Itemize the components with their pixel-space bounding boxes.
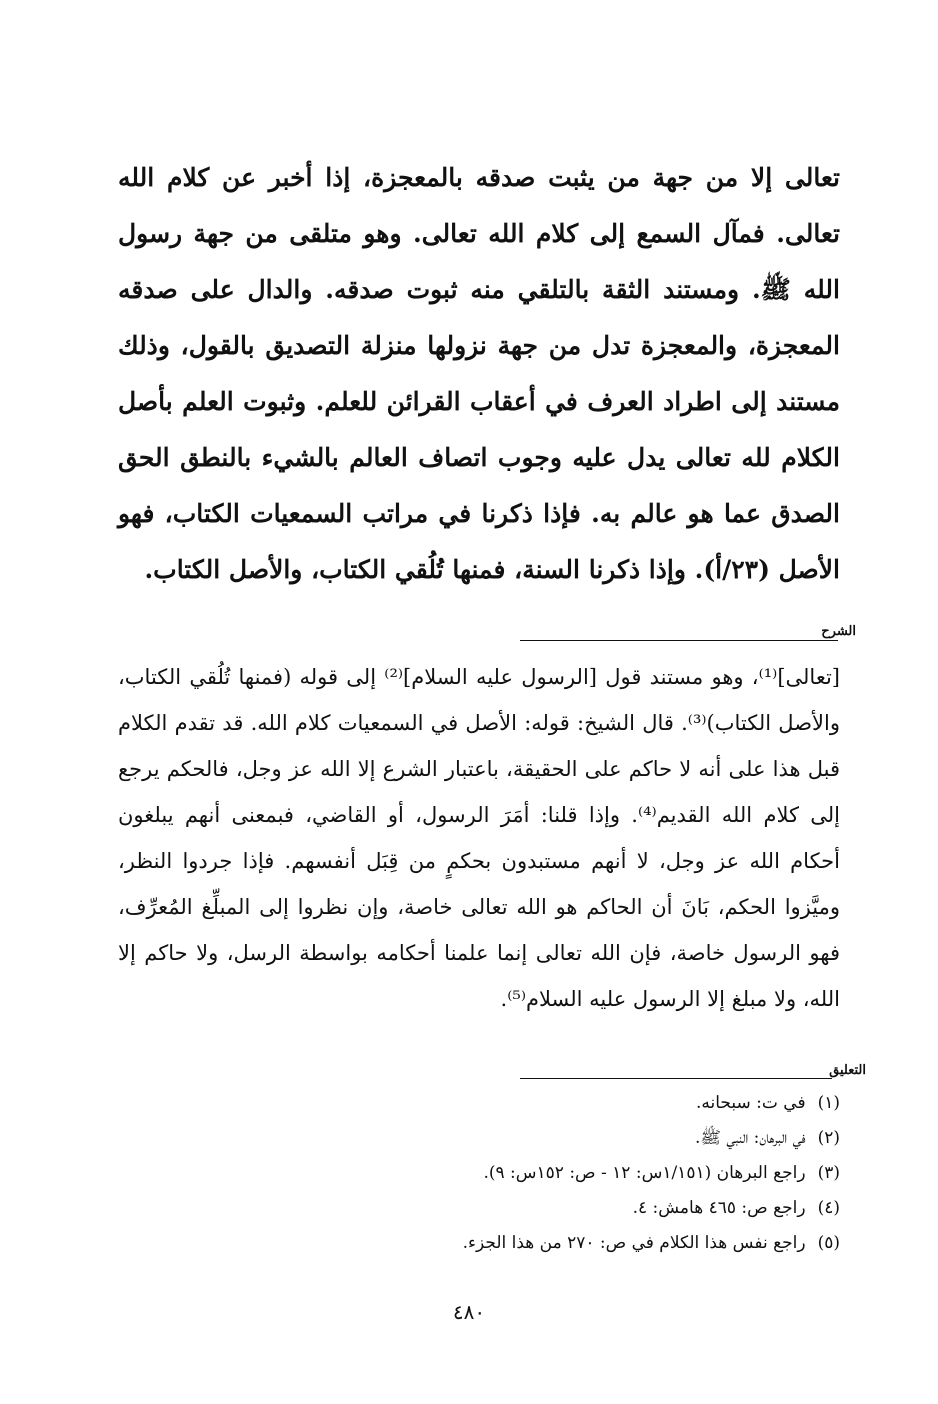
- footnote-text: راجع البرهان (١/١٥١س: ١٢ - ص: ١٥٢س: ٩).: [483, 1163, 806, 1183]
- footnotes-list: [118, 1086, 840, 1261]
- footnote-item: [118, 1191, 840, 1226]
- footnote-item: [118, 1121, 840, 1156]
- footnote-text: في ت: سبحانه.: [695, 1093, 806, 1113]
- footnote-number: (١): [817, 1093, 840, 1113]
- footnote-text: راجع نفس هذا الكلام في ص: ٢٧٠ من هذا الجزء.: [462, 1233, 806, 1253]
- commentary-text-block: [تعالى]⁽¹⁾، وهو مستند قول [الرسول عليه السلام]⁽²⁾ إلى قوله (فمنها تُلُقي الكتاب، والأصل الكتاب)⁽³⁾. قال الشيخ: قوله: الأصل في السمعيات كلام الله. قد تقدم الكلام قبل هذا على أنه لا حاكم على الحقيقة، باعتبار الشرع إلا الله عز وجل، فالحكم يرجع إلى كلام الله القديم⁽⁴⁾. وإذا قلنا: أمَرَ الرسول، أو القاضي، فبمعنى أنهم يبلغون أحكام الله عز وجل، لا أنهم مستبدون بحكمٍ من قِبَل أنفسهم. فإذا جردوا النظر، وميَّزوا الحكم، بَانَ أن الحاكم هو الله تعالى خاصة، وإن نظروا إلى المبلِّغ المُعرِّف، فهو الرسول خاصة، فإن الله تعالى إنما علمنا أحكامه بواسطة الرسل، ولا حاكم إلا الله، ولا مبلغ إلا الرسول عليه السلام⁽⁵⁾.: [118, 665, 841, 1011]
- commentary-label: الشرح: [821, 624, 856, 639]
- footnote-text: راجع ص: ٤٦٥ هامش: ٤.: [632, 1198, 806, 1218]
- footnote-number: (٤): [817, 1198, 840, 1218]
- footnotes-divider: [520, 1078, 832, 1079]
- footnote-item: [118, 1156, 840, 1191]
- footnote-number: (٥): [817, 1233, 840, 1253]
- footnotes-label: التعليق: [829, 1063, 866, 1078]
- footnote-number: (٢): [817, 1128, 840, 1148]
- page-number: ٤٨٠: [452, 1300, 486, 1324]
- footnote-item: [118, 1226, 840, 1261]
- footnote-number: (٣): [817, 1163, 840, 1183]
- footnote-item: [118, 1086, 840, 1121]
- main-text-block: تعالى إلا من جهة من يثبت صدقه بالمعجزة، إذا أخبر عن كلام الله تعالى. فمآل السمع إلى كلام الله تعالى. وهو متلقى من جهة رسول الله ﷺ. ومستند الثقة بالتلقي منه ثبوت صدقه. والدال على صدقه المعجزة، والمعجزة تدل من جهة نزولها منزلة التصديق بالقول، وذلك مستند إلى اطراد العرف في أعقاب القرائن للعلم. وثبوت العلم بأصل الكلام لله تعالى يدل عليه وجوب اتصاف العالم بالشيء بالنطق الحق الصدق عما هو عالم به. فإذا ذكرنا في مراتب السمعيات الكتاب، فهو الأصل (٢٣/أ). وإذا ذكرنا السنة، فمنها تُلُقي الكتاب، والأصل الكتاب.: [118, 163, 840, 584]
- commentary-divider: [520, 640, 838, 641]
- footnote-text: في البرهان: النبي ﷺ.: [695, 1128, 806, 1148]
